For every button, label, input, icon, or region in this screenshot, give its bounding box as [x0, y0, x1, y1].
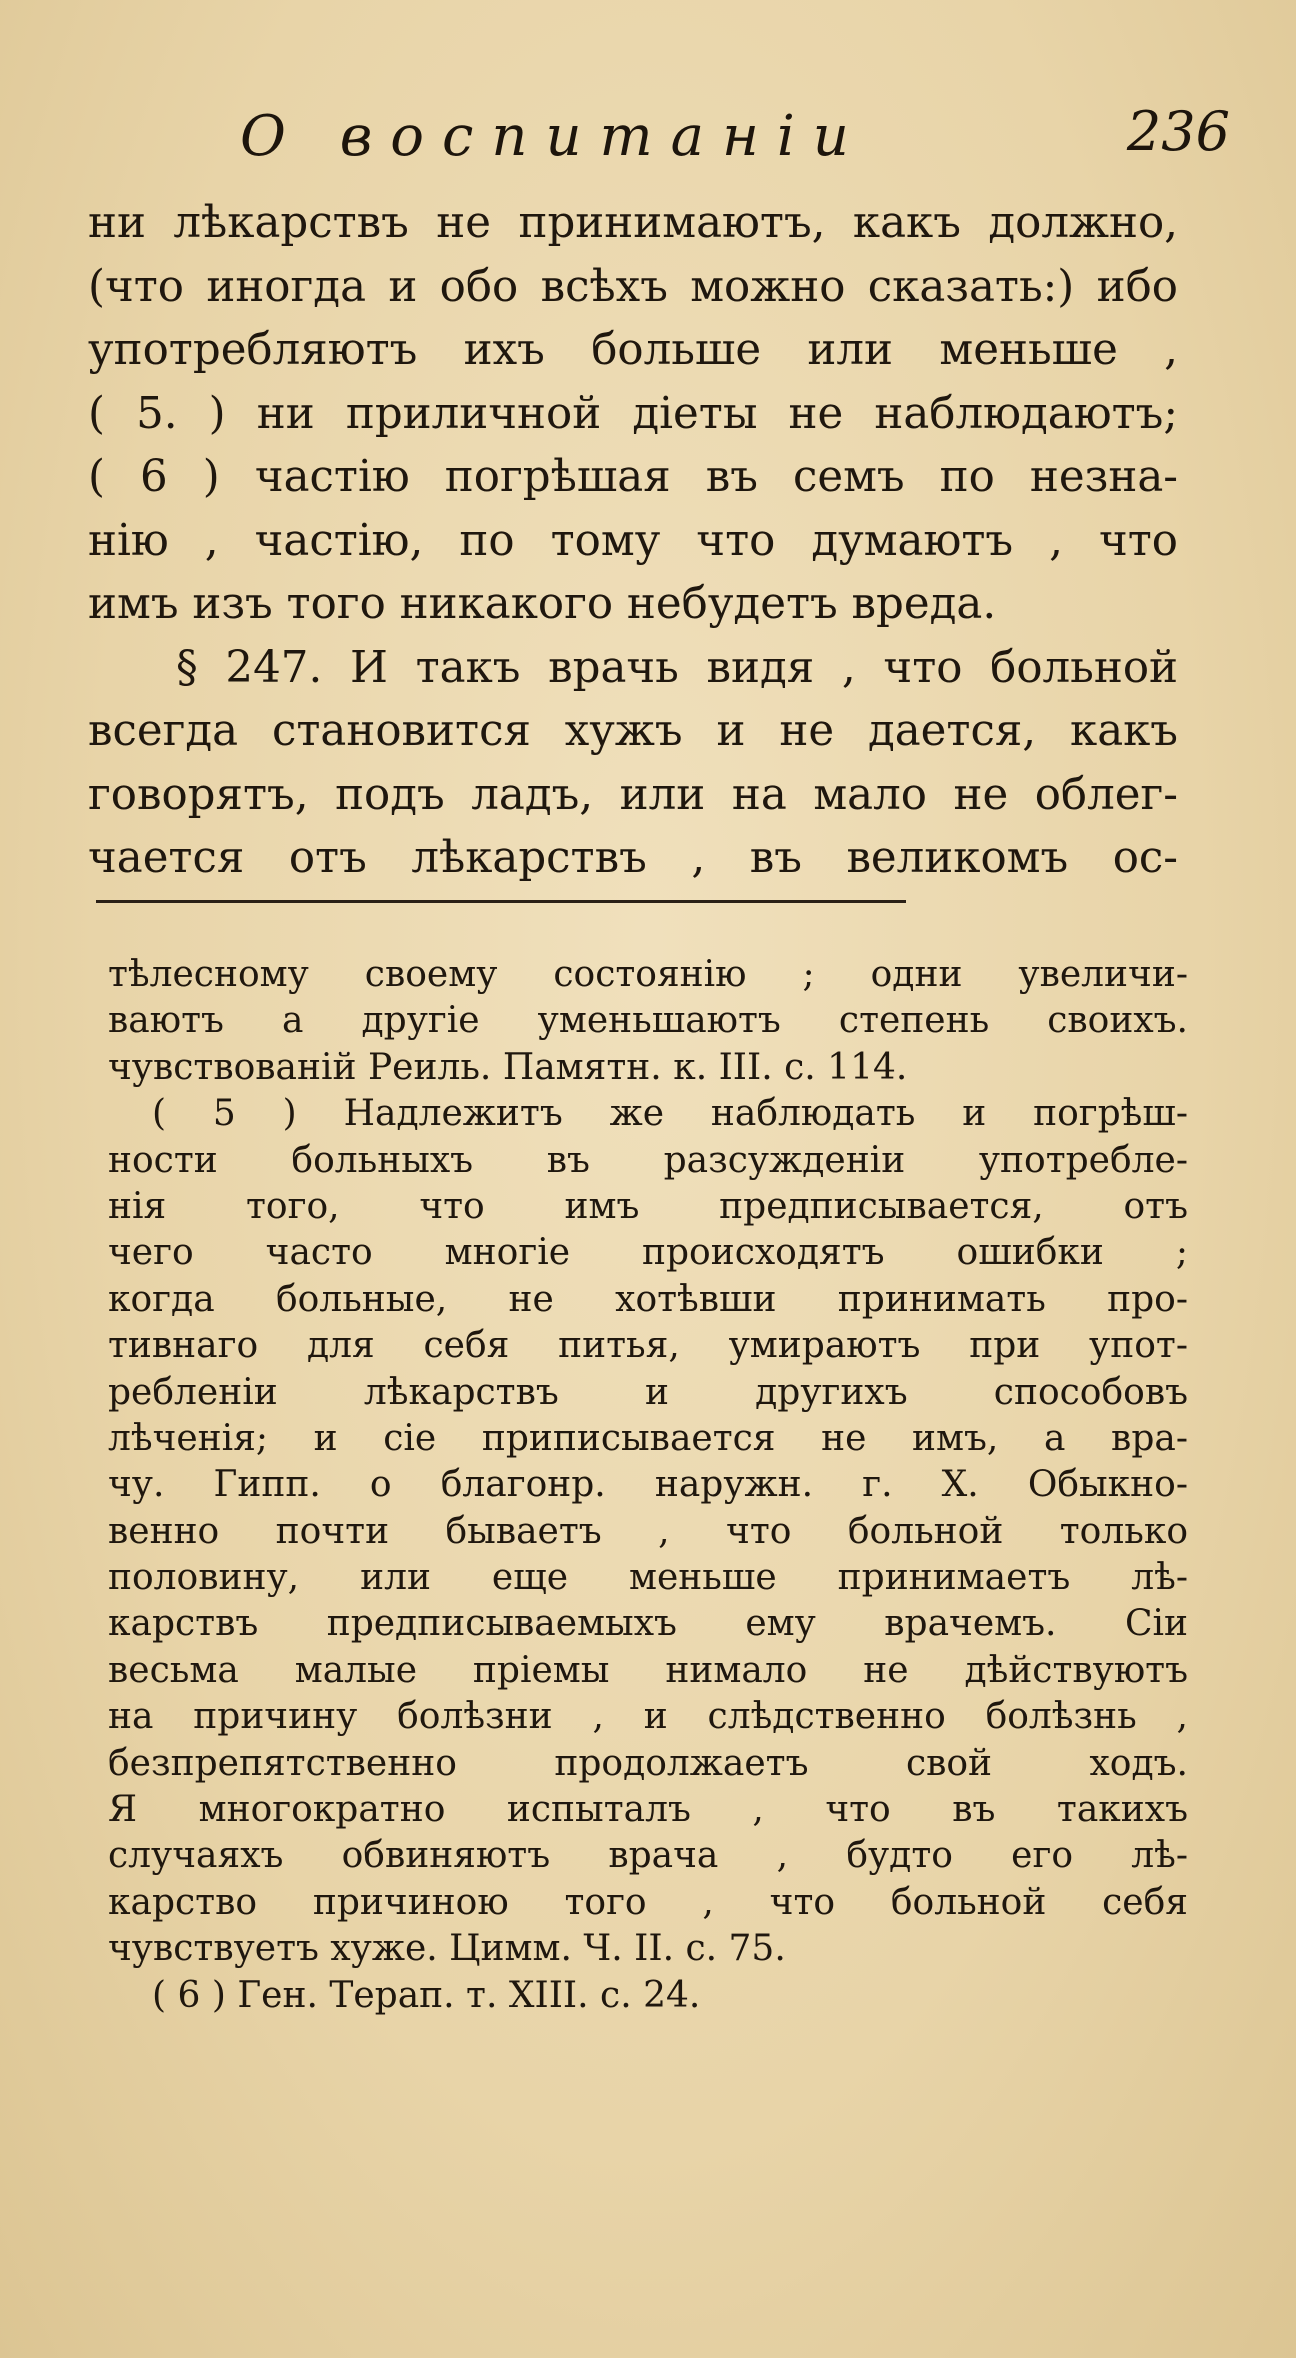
page-header — [240, 100, 1230, 184]
footnote-line: половину, или еще меньше принимаетъ лѣ- — [108, 1557, 1188, 1599]
footnote-5-start: ( 5 ) Надлежитъ же наблюдать и погрѣш- — [152, 1093, 1188, 1135]
footnote-line: чувствованiй Реиль. Памятн. к. III. с. 114. — [108, 1046, 908, 1088]
footnote-line: на причину болѣзни , и слѣдственно болѣзнь , — [108, 1696, 1188, 1738]
footnote-line: лѣченiя; и сiе приписывается не имъ, а вра- — [108, 1417, 1188, 1459]
footnote-line: весьма малые прiемы нимало не дѣйствуютъ — [108, 1649, 1188, 1691]
text-line: употребляютъ ихъ больше или меньше , — [88, 325, 1178, 375]
footnote-line: Я многократно испыталъ , что въ такихъ — [108, 1789, 1188, 1831]
footnote-line: чего часто многiе происходятъ ошибки ; — [108, 1232, 1188, 1274]
page-number: 236 — [1126, 100, 1230, 163]
footnote-line: тивнаго для себя питья, умираютъ при упот- — [108, 1325, 1188, 1367]
text-line: имъ изъ того никакого небудетъ вреда. — [88, 579, 997, 629]
footnote-line: карствъ предписываемыхъ ему врачемъ. Сiи — [108, 1603, 1188, 1645]
footnote-line: тѣлесному своему состоянiю ; одни увеличи- — [108, 954, 1188, 995]
footnote-line: когда больные, не хотѣвши принимать про- — [108, 1278, 1188, 1320]
text-line: ни лѣкарствъ не принимаютъ, какъ должно, — [88, 198, 1178, 248]
main-text — [88, 192, 1178, 891]
text-line: всегда становится хужъ и не дается, какъ — [88, 706, 1178, 756]
text-line: чается отъ лѣкарствъ , въ великомъ ос- — [88, 833, 1178, 883]
text-line: говорятъ, подъ ладъ, или на мало не облег- — [88, 769, 1178, 820]
footnote-line: чу. Гипп. о благонр. наружн. г. X. Обыкно- — [108, 1464, 1188, 1506]
footnote-line: случаяхъ обвиняютъ врача , будто его лѣ- — [108, 1835, 1188, 1877]
text-line: ( 6 ) частiю погрѣшая въ семъ по незна- — [88, 452, 1178, 502]
text-line: нiю , частiю, по тому что думаютъ , что — [88, 515, 1178, 566]
footnotes — [108, 952, 1188, 2019]
footnote-line: нiя того, что имъ предписывается, отъ — [108, 1185, 1188, 1227]
footnote-line: ваютъ а другiе уменьшаютъ степень своихъ. — [108, 1000, 1188, 1042]
footnote-line: безпрепятственно продолжаетъ свой ходъ. — [108, 1742, 1188, 1784]
paragraph-start-line: § 247. И такъ врачь видя , что больной — [176, 642, 1178, 693]
footnote-divider — [96, 900, 906, 903]
footnote-line: чувствуетъ хуже. Цимм. Ч. II. с. 75. — [108, 1928, 786, 1970]
text-line: ( 5. ) ни приличной дiеты не наблюдаютъ; — [88, 388, 1178, 439]
footnote-6: ( 6 ) Ген. Терап. т. XIII. с. 24. — [152, 1974, 701, 2016]
footnote-line: ребленiи лѣкарствъ и другихъ способовъ — [108, 1371, 1188, 1413]
footnote-line: ности больныхъ въ разсужденiи употребле- — [108, 1139, 1188, 1181]
text-line: (что иногда и обо всѣхъ можно сказать:) ибо — [88, 261, 1178, 312]
footnote-line: карство причиною того , что больной себя — [108, 1881, 1188, 1923]
footnote-line: венно почти бываетъ , что больной только — [108, 1510, 1188, 1552]
running-title: О воспитанiи — [240, 104, 867, 169]
